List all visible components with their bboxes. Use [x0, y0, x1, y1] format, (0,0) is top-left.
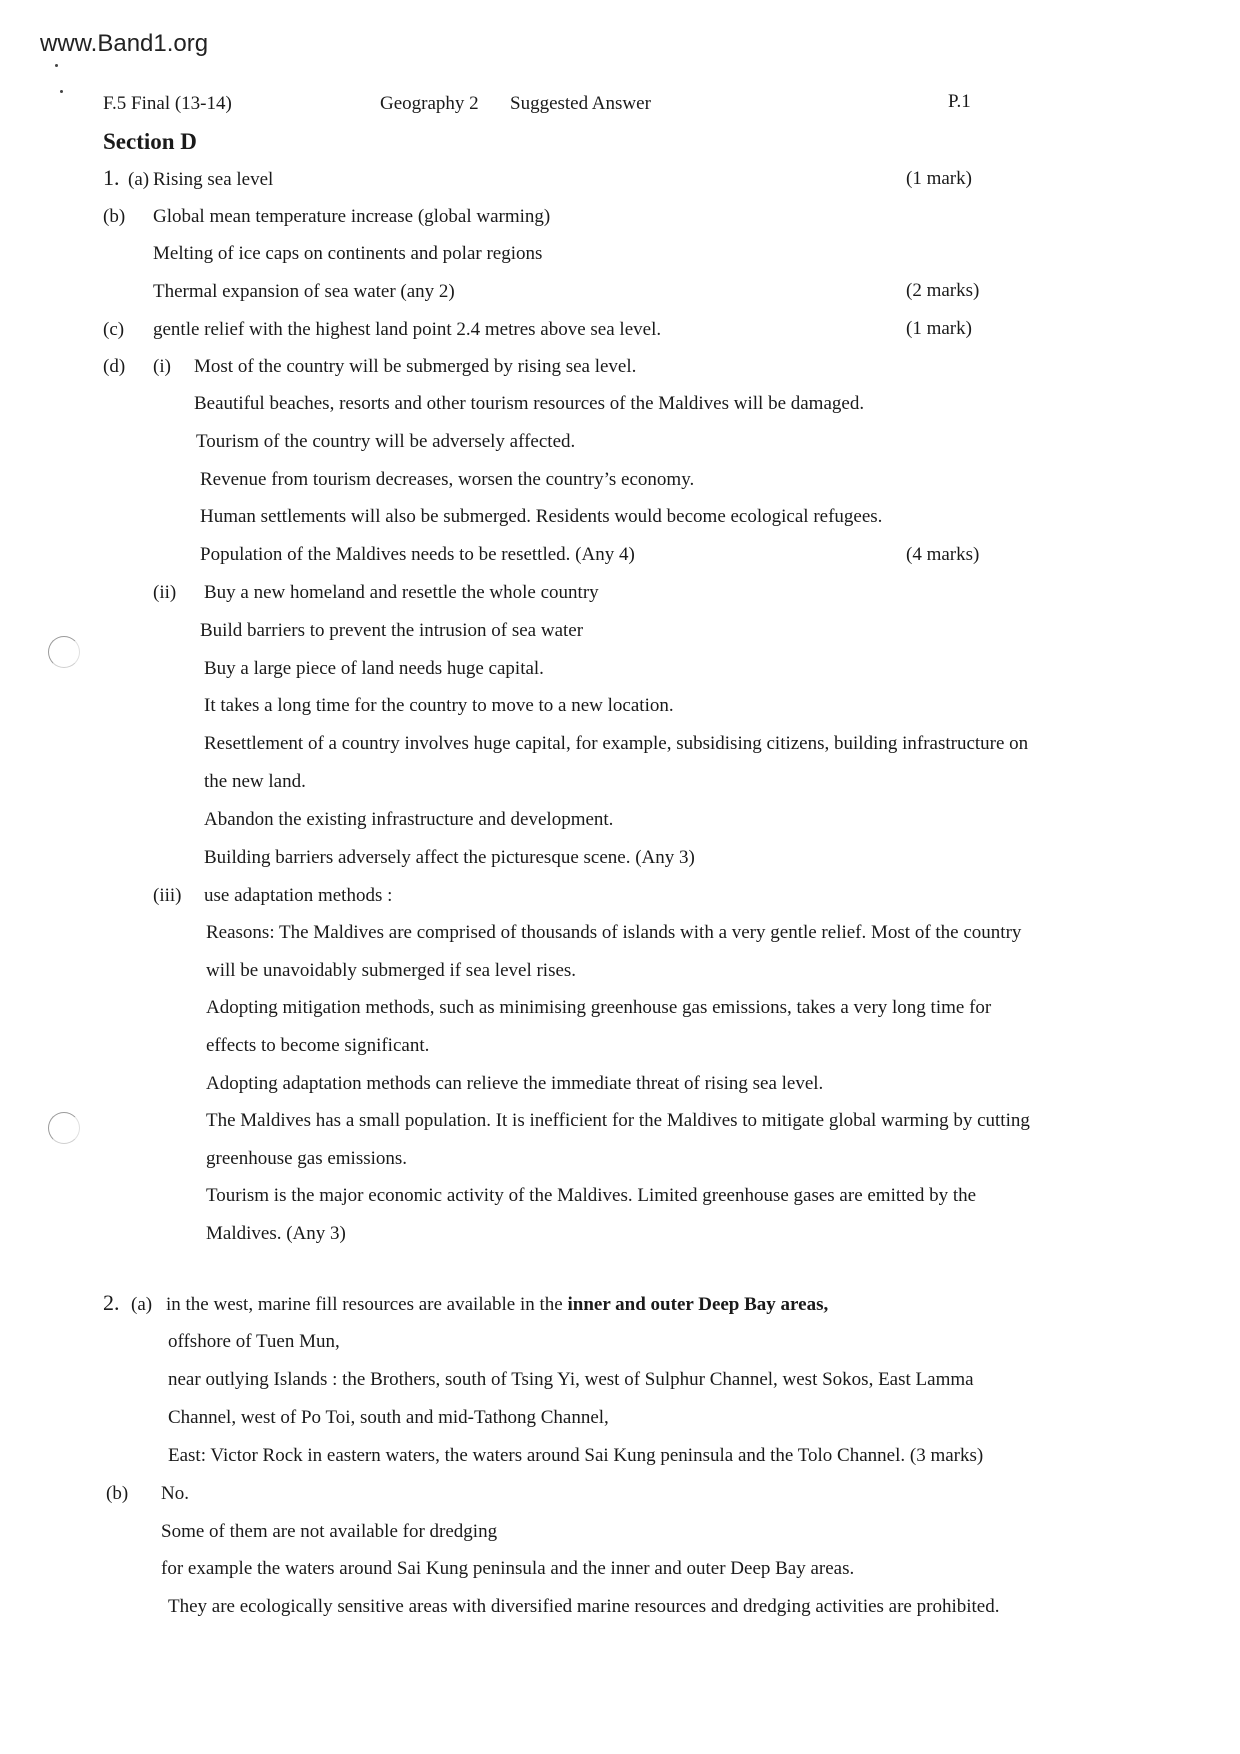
q1-d-iii-line: will be unavoidably submerged if sea level rises. — [206, 960, 577, 981]
q1-d-ii-line: Buy a new homeland and resettle the whole country — [204, 582, 599, 603]
q2-b-line: No. — [161, 1483, 189, 1504]
question-2-number: 2. — [103, 1290, 120, 1315]
q2-a-line: Channel, west of Po Toi, south and mid-Tathong Channel, — [168, 1407, 609, 1428]
q1-b-label: (b) — [103, 206, 126, 227]
q1-d-i-line: Tourism of the country will be adversely affected. — [196, 431, 576, 452]
q2-a-bold-text: inner and outer Deep Bay areas, — [567, 1294, 829, 1315]
q1-c-marks: (1 mark) — [906, 318, 972, 339]
q1-d-iii-line: The Maldives has a small population. It is inefficient for the Maldives to mitigate global warming by cutting — [206, 1110, 1030, 1131]
scan-speck — [55, 64, 58, 67]
q2-a-line: East: Victor Rock in eastern waters, the waters around Sai Kung peninsula and the Tolo Channel. (3 marks) — [168, 1445, 984, 1466]
q1-d-i-line: Population of the Maldives needs to be resettled. (Any 4) — [200, 544, 635, 565]
q1-b-marks: (2 marks) — [906, 280, 980, 301]
header-title: Suggested Answer — [510, 93, 651, 114]
q1-d-label: (d) — [103, 356, 126, 377]
q1-d-ii-line: the new land. — [204, 771, 306, 792]
q2-b-line: Some of them are not available for dredging — [161, 1521, 498, 1542]
q1-d-i-marks: (4 marks) — [906, 544, 980, 565]
q1-b-line: Melting of ice caps on continents and polar regions — [153, 243, 543, 264]
scan-speck — [60, 90, 63, 93]
q1-d-iii-line: Tourism is the major economic activity of the Maldives. Limited greenhouse gases are emitted by the — [206, 1185, 977, 1206]
q2-a-line: offshore of Tuen Mun, — [168, 1331, 340, 1352]
q1-d-ii-line: Building barriers adversely affect the picturesque scene. (Any 3) — [204, 847, 695, 868]
q1-d-ii-line: Abandon the existing infrastructure and development. — [204, 809, 614, 830]
q1-b-line: Thermal expansion of sea water (any 2) — [153, 281, 455, 302]
q1-d-i-label: (i) — [153, 356, 171, 377]
q1-d-iii-line: greenhouse gas emissions. — [206, 1148, 408, 1169]
q1-d-i-line: Revenue from tourism decreases, worsen the country’s economy. — [200, 469, 695, 490]
q1-a-marks: (1 mark) — [906, 168, 972, 189]
q1-d-i-line: Beautiful beaches, resorts and other tourism resources of the Maldives will be damaged. — [194, 393, 865, 414]
q1-d-iii-line: Maldives. (Any 3) — [206, 1223, 346, 1244]
q1-d-ii-line: Resettlement of a country involves huge capital, for example, subsidising citizens, building infrastructure on — [204, 733, 1029, 754]
punch-hole-top — [48, 636, 80, 668]
q1-d-i-line: Most of the country will be submerged by rising sea level. — [194, 356, 637, 377]
q1-c-label: (c) — [103, 319, 125, 340]
header-page-number: P.1 — [948, 91, 971, 112]
q1-b-line: Global mean temperature increase (global warming) — [153, 206, 551, 227]
q1-d-iii-line: Reasons: The Maldives are comprised of thousands of islands with a very gentle relief. Most of the country — [206, 922, 1022, 943]
q1-d-i-line: Human settlements will also be submerged. Residents would become ecological refugees. — [200, 506, 883, 527]
q1-d-iii-line: use adaptation methods : — [204, 885, 393, 906]
punch-hole-bottom — [48, 1112, 80, 1144]
q1-c-answer: gentle relief with the highest land point 2.4 metres above sea level. — [153, 319, 662, 340]
q2-b-label: (b) — [106, 1483, 129, 1504]
q1-a-answer: Rising sea level — [153, 169, 274, 190]
q1-d-iii-label: (iii) — [153, 885, 182, 906]
q1-d-ii-line: Build barriers to prevent the intrusion of sea water — [200, 620, 584, 641]
q2-a-line — [166, 1295, 828, 1314]
question-1-number: 1. — [103, 165, 120, 190]
section-title: Section D — [103, 129, 197, 154]
q1-d-iii-line: effects to become significant. — [206, 1035, 430, 1056]
q2-b-line: They are ecologically sensitive areas with diversified marine resources and dredging activities are prohibited. — [168, 1596, 1000, 1617]
q2-a-label: (a) — [131, 1294, 153, 1315]
q1-d-iii-line: Adopting adaptation methods can relieve the immediate threat of rising sea level. — [206, 1073, 824, 1094]
q1-d-ii-line: Buy a large piece of land needs huge capital. — [204, 658, 544, 679]
header-subject: Geography 2 — [380, 93, 479, 114]
header-course: F.5 Final (13-14) — [103, 93, 232, 114]
q1-a-label: (a) — [128, 169, 150, 190]
watermark-url: www.Band1.org — [40, 30, 209, 57]
q2-a-line: near outlying Islands : the Brothers, south of Tsing Yi, west of Sulphur Channel, west Sokos, East Lamma — [168, 1369, 974, 1390]
q1-d-ii-line: It takes a long time for the country to move to a new location. — [204, 695, 674, 716]
q2-a-line-start: in the west, marine fill resources are available in the — [166, 1294, 568, 1315]
q1-d-ii-label: (ii) — [153, 582, 177, 603]
q2-b-line: for example the waters around Sai Kung peninsula and the inner and outer Deep Bay areas. — [161, 1558, 855, 1579]
q1-d-iii-line: Adopting mitigation methods, such as minimising greenhouse gas emissions, takes a very long time for — [206, 997, 992, 1018]
